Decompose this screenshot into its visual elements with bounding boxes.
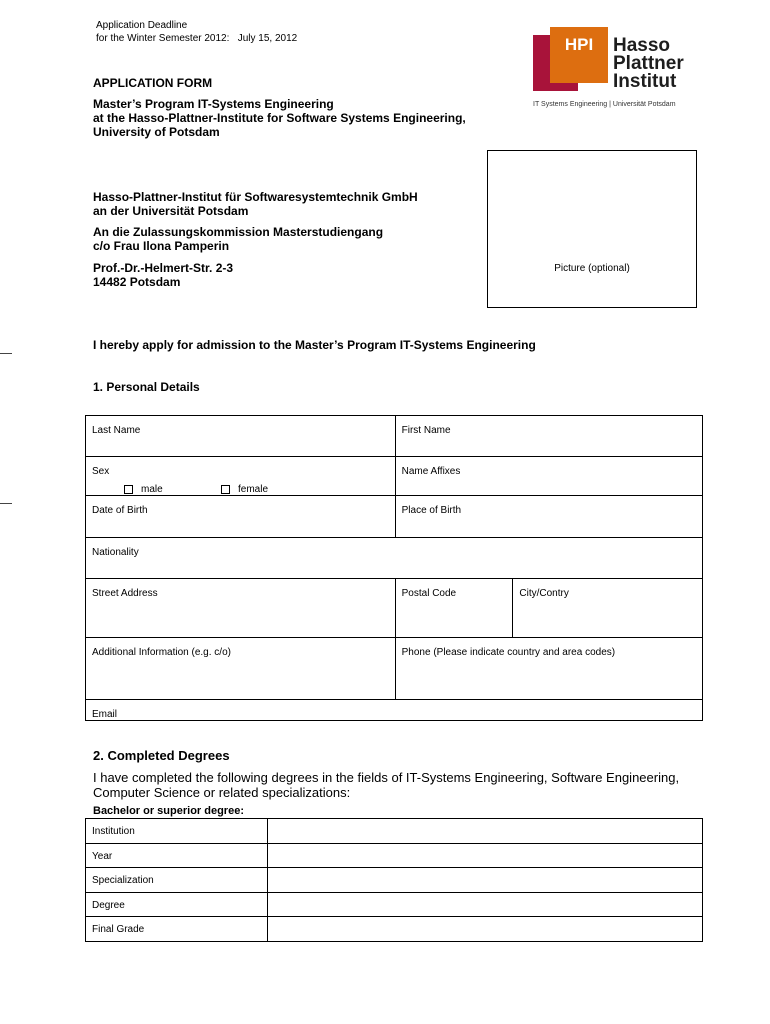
sex-options bbox=[86, 477, 395, 495]
male-checkbox[interactable] bbox=[124, 485, 133, 494]
section-personal-heading: 1. Personal Details bbox=[93, 380, 200, 394]
logo-name-line-3: Institut bbox=[613, 71, 677, 92]
apply-statement: I hereby apply for admission to the Master’s Program IT-Systems Engineering bbox=[93, 338, 536, 352]
picture-box[interactable] bbox=[487, 150, 697, 308]
place-of-birth-label: Place of Birth bbox=[401, 505, 462, 516]
address-block-2 bbox=[93, 225, 383, 253]
degree-row-label bbox=[86, 917, 268, 942]
institution-label: Institution bbox=[92, 826, 135, 837]
date-of-birth-field[interactable] bbox=[86, 496, 396, 538]
degrees-intro: I have completed the following degrees in the fields of IT-Systems Engineering, Software Engineering, Computer Science or related specializations: bbox=[93, 770, 680, 800]
female-label: female bbox=[238, 484, 269, 495]
degree-row-label bbox=[86, 843, 268, 868]
female-option[interactable] bbox=[221, 484, 268, 495]
final-grade-label: Final Grade bbox=[92, 924, 145, 935]
phone-label: Phone (Please indicate country and area codes) bbox=[401, 647, 616, 658]
nationality-label: Nationality bbox=[92, 547, 139, 558]
degree-table bbox=[85, 818, 703, 942]
sex-label: Sex bbox=[92, 466, 110, 477]
nationality-field[interactable] bbox=[86, 538, 703, 579]
table-row bbox=[86, 868, 703, 893]
street-address-field[interactable] bbox=[86, 579, 396, 638]
deadline-note bbox=[96, 19, 297, 45]
table-row bbox=[86, 843, 703, 868]
additional-info-label: Additional Information (e.g. c/o) bbox=[92, 647, 231, 658]
table-row bbox=[86, 892, 703, 917]
program-line-2: at the Hasso-Plattner-Institute for Software Systems Engineering, bbox=[93, 111, 466, 125]
table-row bbox=[86, 917, 703, 942]
male-label: male bbox=[141, 484, 163, 495]
institution-field[interactable] bbox=[267, 819, 702, 844]
date-of-birth-label: Date of Birth bbox=[92, 505, 148, 516]
logo-name-line-1: Hasso bbox=[613, 35, 671, 56]
street-address-label: Street Address bbox=[92, 588, 158, 599]
margin-mark bbox=[0, 353, 12, 354]
program-title bbox=[93, 97, 466, 139]
sex-field bbox=[86, 457, 396, 496]
personal-details-table bbox=[85, 415, 703, 721]
year-label: Year bbox=[92, 850, 113, 862]
address-line-6: 14482 Potsdam bbox=[93, 275, 181, 289]
postal-code-label: Postal Code bbox=[401, 588, 457, 599]
degree-field[interactable] bbox=[267, 892, 702, 917]
email-label: Email bbox=[92, 709, 118, 720]
email-field[interactable] bbox=[86, 700, 703, 721]
first-name-label: First Name bbox=[401, 425, 451, 436]
last-name-field[interactable] bbox=[86, 416, 396, 457]
address-line-3: An die Zulassungskommission Masterstudiengang bbox=[93, 225, 384, 239]
address-line-4: c/o Frau Ilona Pamperin bbox=[93, 239, 230, 253]
deadline-line-2: for the Winter Semester 2012: July 15, 2012 bbox=[96, 33, 298, 44]
city-country-label: City/Contry bbox=[519, 588, 569, 599]
logo-orange-block bbox=[550, 27, 608, 83]
logo-name bbox=[613, 37, 684, 91]
bachelor-heading: Bachelor or superior degree: bbox=[93, 805, 244, 817]
degree-row-label bbox=[86, 892, 268, 917]
first-name-field[interactable] bbox=[395, 416, 702, 457]
address-block-3 bbox=[93, 261, 233, 289]
margin-mark bbox=[0, 503, 12, 504]
degree-row-label bbox=[86, 819, 268, 844]
male-option[interactable] bbox=[124, 484, 221, 495]
name-affixes-label: Name Affixes bbox=[401, 466, 461, 477]
program-line-3: University of Potsdam bbox=[93, 125, 220, 139]
form-title: APPLICATION FORM bbox=[93, 76, 213, 90]
address-line-1: Hasso-Plattner-Institut für Softwaresystemtechnik GmbH bbox=[93, 190, 418, 204]
section-degrees-heading: 2. Completed Degrees bbox=[93, 748, 230, 763]
final-grade-field[interactable] bbox=[267, 917, 702, 942]
year-field[interactable] bbox=[267, 843, 702, 868]
name-affixes-field[interactable] bbox=[395, 457, 702, 496]
female-checkbox[interactable] bbox=[221, 485, 230, 494]
program-line-1: Master’s Program IT-Systems Engineering bbox=[93, 97, 334, 111]
last-name-label: Last Name bbox=[92, 425, 141, 436]
picture-label: Picture (optional) bbox=[554, 263, 630, 274]
address-line-2: an der Universität Potsdam bbox=[93, 204, 249, 218]
degree-row-label bbox=[86, 868, 268, 893]
place-of-birth-field[interactable] bbox=[395, 496, 702, 538]
logo-name-line-2: Plattner bbox=[613, 53, 684, 74]
deadline-line-1: Application Deadline bbox=[96, 20, 188, 31]
specialization-label: Specialization bbox=[92, 875, 154, 886]
address-block-1 bbox=[93, 190, 418, 218]
table-row bbox=[86, 819, 703, 844]
logo-mark: HPI bbox=[564, 35, 594, 54]
city-country-field[interactable] bbox=[513, 579, 703, 638]
hpi-logo bbox=[533, 27, 693, 111]
logo-subtitle: IT Systems Engineering | Universität Potsdam bbox=[533, 101, 676, 108]
postal-code-field[interactable] bbox=[395, 579, 513, 638]
address-line-5: Prof.-Dr.-Helmert-Str. 2-3 bbox=[93, 261, 234, 275]
degree-label: Degree bbox=[92, 899, 125, 911]
specialization-field[interactable] bbox=[267, 868, 702, 893]
additional-info-field[interactable] bbox=[86, 638, 396, 700]
phone-field[interactable] bbox=[395, 638, 702, 700]
